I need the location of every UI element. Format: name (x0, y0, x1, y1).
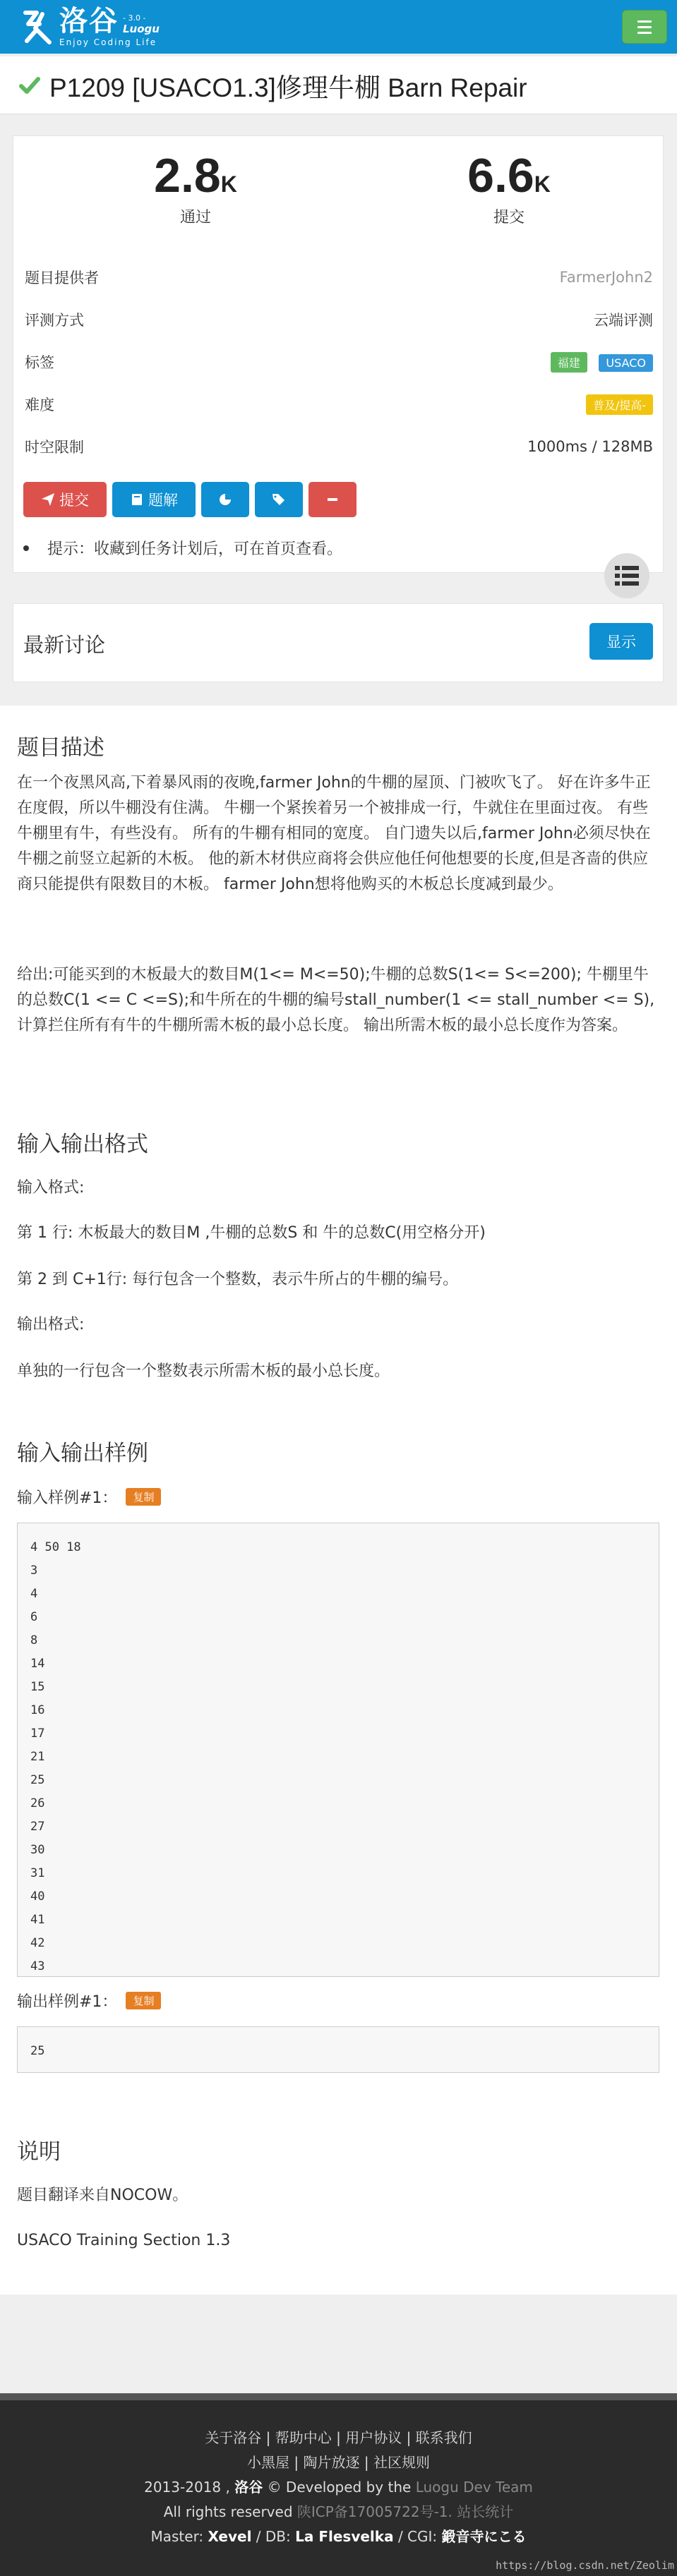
difficulty-label: 难度 (25, 397, 54, 413)
notes-heading: 说明 (17, 2139, 61, 2165)
solution-button-label: 题解 (148, 492, 178, 509)
footer-link-blackroom[interactable]: 小黑屋 (247, 2454, 290, 2471)
sample-input-line: 42 (30, 1936, 45, 1950)
top-navbar (0, 0, 677, 54)
sample-input-line: 30 (30, 1843, 45, 1857)
dev-team-link[interactable]: Luogu Dev Team (415, 2479, 533, 2496)
copyright-years: 2013-2018 , (144, 2479, 230, 2496)
sample-input-line: 25 (30, 1773, 45, 1787)
footer-copyright (0, 2475, 677, 2500)
judge-value: 云端评测 (594, 312, 653, 329)
problem-title-bar (0, 56, 677, 114)
hamburger-menu-button[interactable] (622, 10, 667, 44)
cgi-label: / CGI: (397, 2528, 438, 2545)
icp-link[interactable]: 陕ICP备17005722号-1. (296, 2503, 453, 2520)
check-icon (18, 74, 41, 97)
watermark-text: https://blog.csdn.net/Zeolim (496, 2559, 674, 2572)
notes-line-2: USACO Training Section 1.3 (17, 2232, 231, 2249)
page-footer (0, 2393, 677, 2576)
output-format-label: 输出格式: (17, 1316, 85, 1334)
solution-button[interactable] (112, 482, 196, 517)
sample-input-line: 21 (30, 1750, 45, 1764)
notes-line-1: 题目翻译来自NOCOW。 (17, 2187, 188, 2204)
sample-input-line: 43 (30, 1959, 45, 1973)
copy-input-button[interactable]: 复制 (126, 1488, 161, 1506)
sample-input-line: 6 (30, 1610, 38, 1624)
footer-link-rules[interactable]: 社区规则 (373, 2454, 430, 2471)
master-label: Master: (150, 2528, 204, 2545)
footer-link-tao[interactable]: 陶片放逐 (303, 2454, 360, 2471)
footer-link-help[interactable]: 帮助中心 (275, 2429, 332, 2446)
sample-input-line: 4 (30, 1587, 38, 1601)
description-paragraph-2: 给出:可能买到的木板最大的数目M(1<= M<=50);牛棚的总数S(1<= S<=200); 牛棚里牛的总数C(1 <= C <=S);和牛所在的牛棚的编号stall_number(1 <= stall_number <= S),计算拦住所有有牛的牛棚所需木板的最小总长度。 输出所需木板的最小总长度作为答案。 (17, 966, 655, 1034)
judge-label: 评测方式 (25, 312, 84, 329)
passed-count: 2.8 (154, 149, 221, 202)
db-name: La Flesvelka (295, 2528, 394, 2545)
tags-icon (272, 492, 286, 507)
output-format-line-1: 单独的一行包含一个整数表示所需木板的最小总长度。 (17, 1362, 390, 1380)
latest-discussion-panel (13, 603, 664, 682)
sample-input-line: 3 (30, 1564, 38, 1578)
sample-input-line: 8 (30, 1633, 38, 1647)
minus-icon (325, 492, 340, 507)
sample-output-label-text: 输出样例#1： (17, 1993, 118, 2011)
page-title: P1209 [USACO1.3]修理牛棚 Barn Repair (49, 73, 527, 102)
problem-content (0, 706, 677, 2294)
provider-label: 题目提供者 (25, 270, 99, 286)
pie-chart-icon (218, 492, 232, 507)
limit-row (25, 425, 653, 468)
logo-slogan: Enjoy Coding Life (59, 37, 157, 47)
footer-rights (0, 2500, 677, 2524)
sample-input-box[interactable] (17, 1523, 659, 1977)
input-format-line-1: 第 1 行: 木板最大的数目M ,牛棚的总数S 和 牛的总数C(用空格分开) (17, 1224, 486, 1242)
luogu-logo[interactable] (21, 4, 160, 49)
submit-stat (403, 149, 615, 227)
sample-input-line: 15 (30, 1680, 45, 1694)
sample-output-label (17, 1990, 161, 2012)
tags-label: 标签 (25, 354, 54, 371)
tags-button[interactable] (255, 482, 303, 517)
tags-row (25, 341, 653, 383)
copy-output-button[interactable]: 复制 (126, 1992, 161, 2009)
footer-link-about[interactable]: 关于洛谷 (205, 2429, 262, 2446)
passed-stat (90, 149, 301, 227)
provider-row (25, 256, 653, 298)
sample-input-line: 16 (30, 1703, 45, 1717)
logo-version: - 3.0 - (123, 13, 146, 23)
book-icon (130, 492, 144, 507)
sample-input-line: 26 (30, 1796, 45, 1810)
input-format-label: 输入格式: (17, 1179, 85, 1197)
submit-button[interactable] (23, 482, 107, 517)
footer-links-row-2: 小黑屋 | 陶片放逐 | 社区规则 (247, 2454, 430, 2471)
problem-stats (13, 149, 664, 236)
tag-fujian[interactable]: 福建 (551, 352, 587, 373)
remove-button[interactable] (308, 482, 357, 517)
io-format-heading: 输入输出格式 (17, 1132, 148, 1157)
submit-label: 提交 (493, 209, 525, 226)
provider-link[interactable]: FarmerJohn2 (559, 269, 653, 286)
sample-input-line: 27 (30, 1820, 45, 1834)
list-icon (615, 566, 639, 586)
difficulty-row (25, 383, 653, 425)
luogu-logo-icon (21, 7, 55, 47)
submit-count: 6.6 (467, 149, 534, 202)
passed-label: 通过 (179, 209, 211, 226)
paper-plane-icon (41, 492, 55, 507)
judge-row (25, 298, 653, 341)
master-name: Xevel (208, 2528, 252, 2545)
list-toggle-button[interactable] (604, 553, 649, 598)
cgi-name: 鍛音寺にこる (441, 2528, 527, 2545)
sample-input-line: 40 (30, 1889, 45, 1904)
show-discussion-button[interactable]: 显示 (589, 623, 653, 660)
hamburger-icon (637, 20, 652, 23)
footer-link-contact[interactable]: 联系我们 (415, 2429, 472, 2446)
samples-heading: 输入输出样例 (17, 1441, 148, 1466)
sample-input-label (17, 1486, 161, 1508)
passed-unit: K (220, 171, 237, 197)
submit-button-label: 提交 (59, 492, 89, 509)
sample-input-line: 14 (30, 1657, 45, 1671)
sample-input-line: 31 (30, 1866, 45, 1880)
sample-output-box[interactable] (17, 2026, 659, 2073)
limit-label: 时空限制 (25, 439, 84, 456)
favorite-tip: 提示：收藏到任务计划后，可在首页查看。 (23, 537, 342, 559)
discussion-title: 最新讨论 (23, 633, 106, 657)
problem-info-rows (25, 256, 653, 468)
sample-input-line: 17 (30, 1727, 45, 1741)
input-format-line-2: 第 2 到 C+1行: 每行包含一个整数，表示牛所占的牛棚的编号。 (17, 1271, 459, 1288)
stats-link[interactable]: 站长统计 (457, 2503, 514, 2520)
logo-english-text: Luogu (123, 23, 160, 35)
sample-input-line: 4 50 18 (30, 1540, 81, 1554)
submit-unit: K (534, 171, 551, 197)
description-heading: 题目描述 (17, 735, 104, 761)
action-buttons (23, 482, 357, 517)
sample-output-line: 25 (30, 2044, 45, 2058)
tag-usaco[interactable]: USACO (599, 354, 653, 372)
description-paragraph-1: 在一个夜黑风高,下着暴风雨的夜晚,farmer John的牛棚的屋顶、门被吹飞了。 好在许多牛正在度假，所以牛棚没有住满。 牛棚一个紧挨着另一个被排成一行，牛就住在里面过夜。 有些牛棚里有牛，有些没有。 所有的牛棚有相同的宽度。 自门遗失以后,farmer John必须尽快在牛棚之前竖立起新的木板。 他的新木材供应商将会供应他任何他想要的长度,但是吝啬的供应商只能提供有限数目的木板。 farmer John想将他购买的木板总长度减到最少。 (17, 774, 651, 893)
sample-input-line: 41 (30, 1913, 45, 1927)
db-label: / DB: (256, 2528, 291, 2545)
difficulty-badge: 普及/提高- (586, 394, 653, 415)
limit-value: 1000ms / 128MB (527, 438, 653, 455)
logo-chinese-text: 洛谷 (59, 5, 119, 37)
rights-text: All rights reserved (163, 2503, 293, 2520)
footer-servers (0, 2524, 677, 2549)
sample-input-label-text: 输入样例#1： (17, 1489, 118, 1507)
statistics-button[interactable] (201, 482, 249, 517)
problem-info-card (13, 135, 664, 573)
footer-links-row-1: 关于洛谷 | 帮助中心 | 用户协议 | 联系我们 (205, 2429, 472, 2446)
developed-by-text: © Developed by the (267, 2479, 412, 2496)
footer-link-terms[interactable]: 用户协议 (345, 2429, 402, 2446)
copyright-brand: 洛谷 (234, 2479, 263, 2496)
